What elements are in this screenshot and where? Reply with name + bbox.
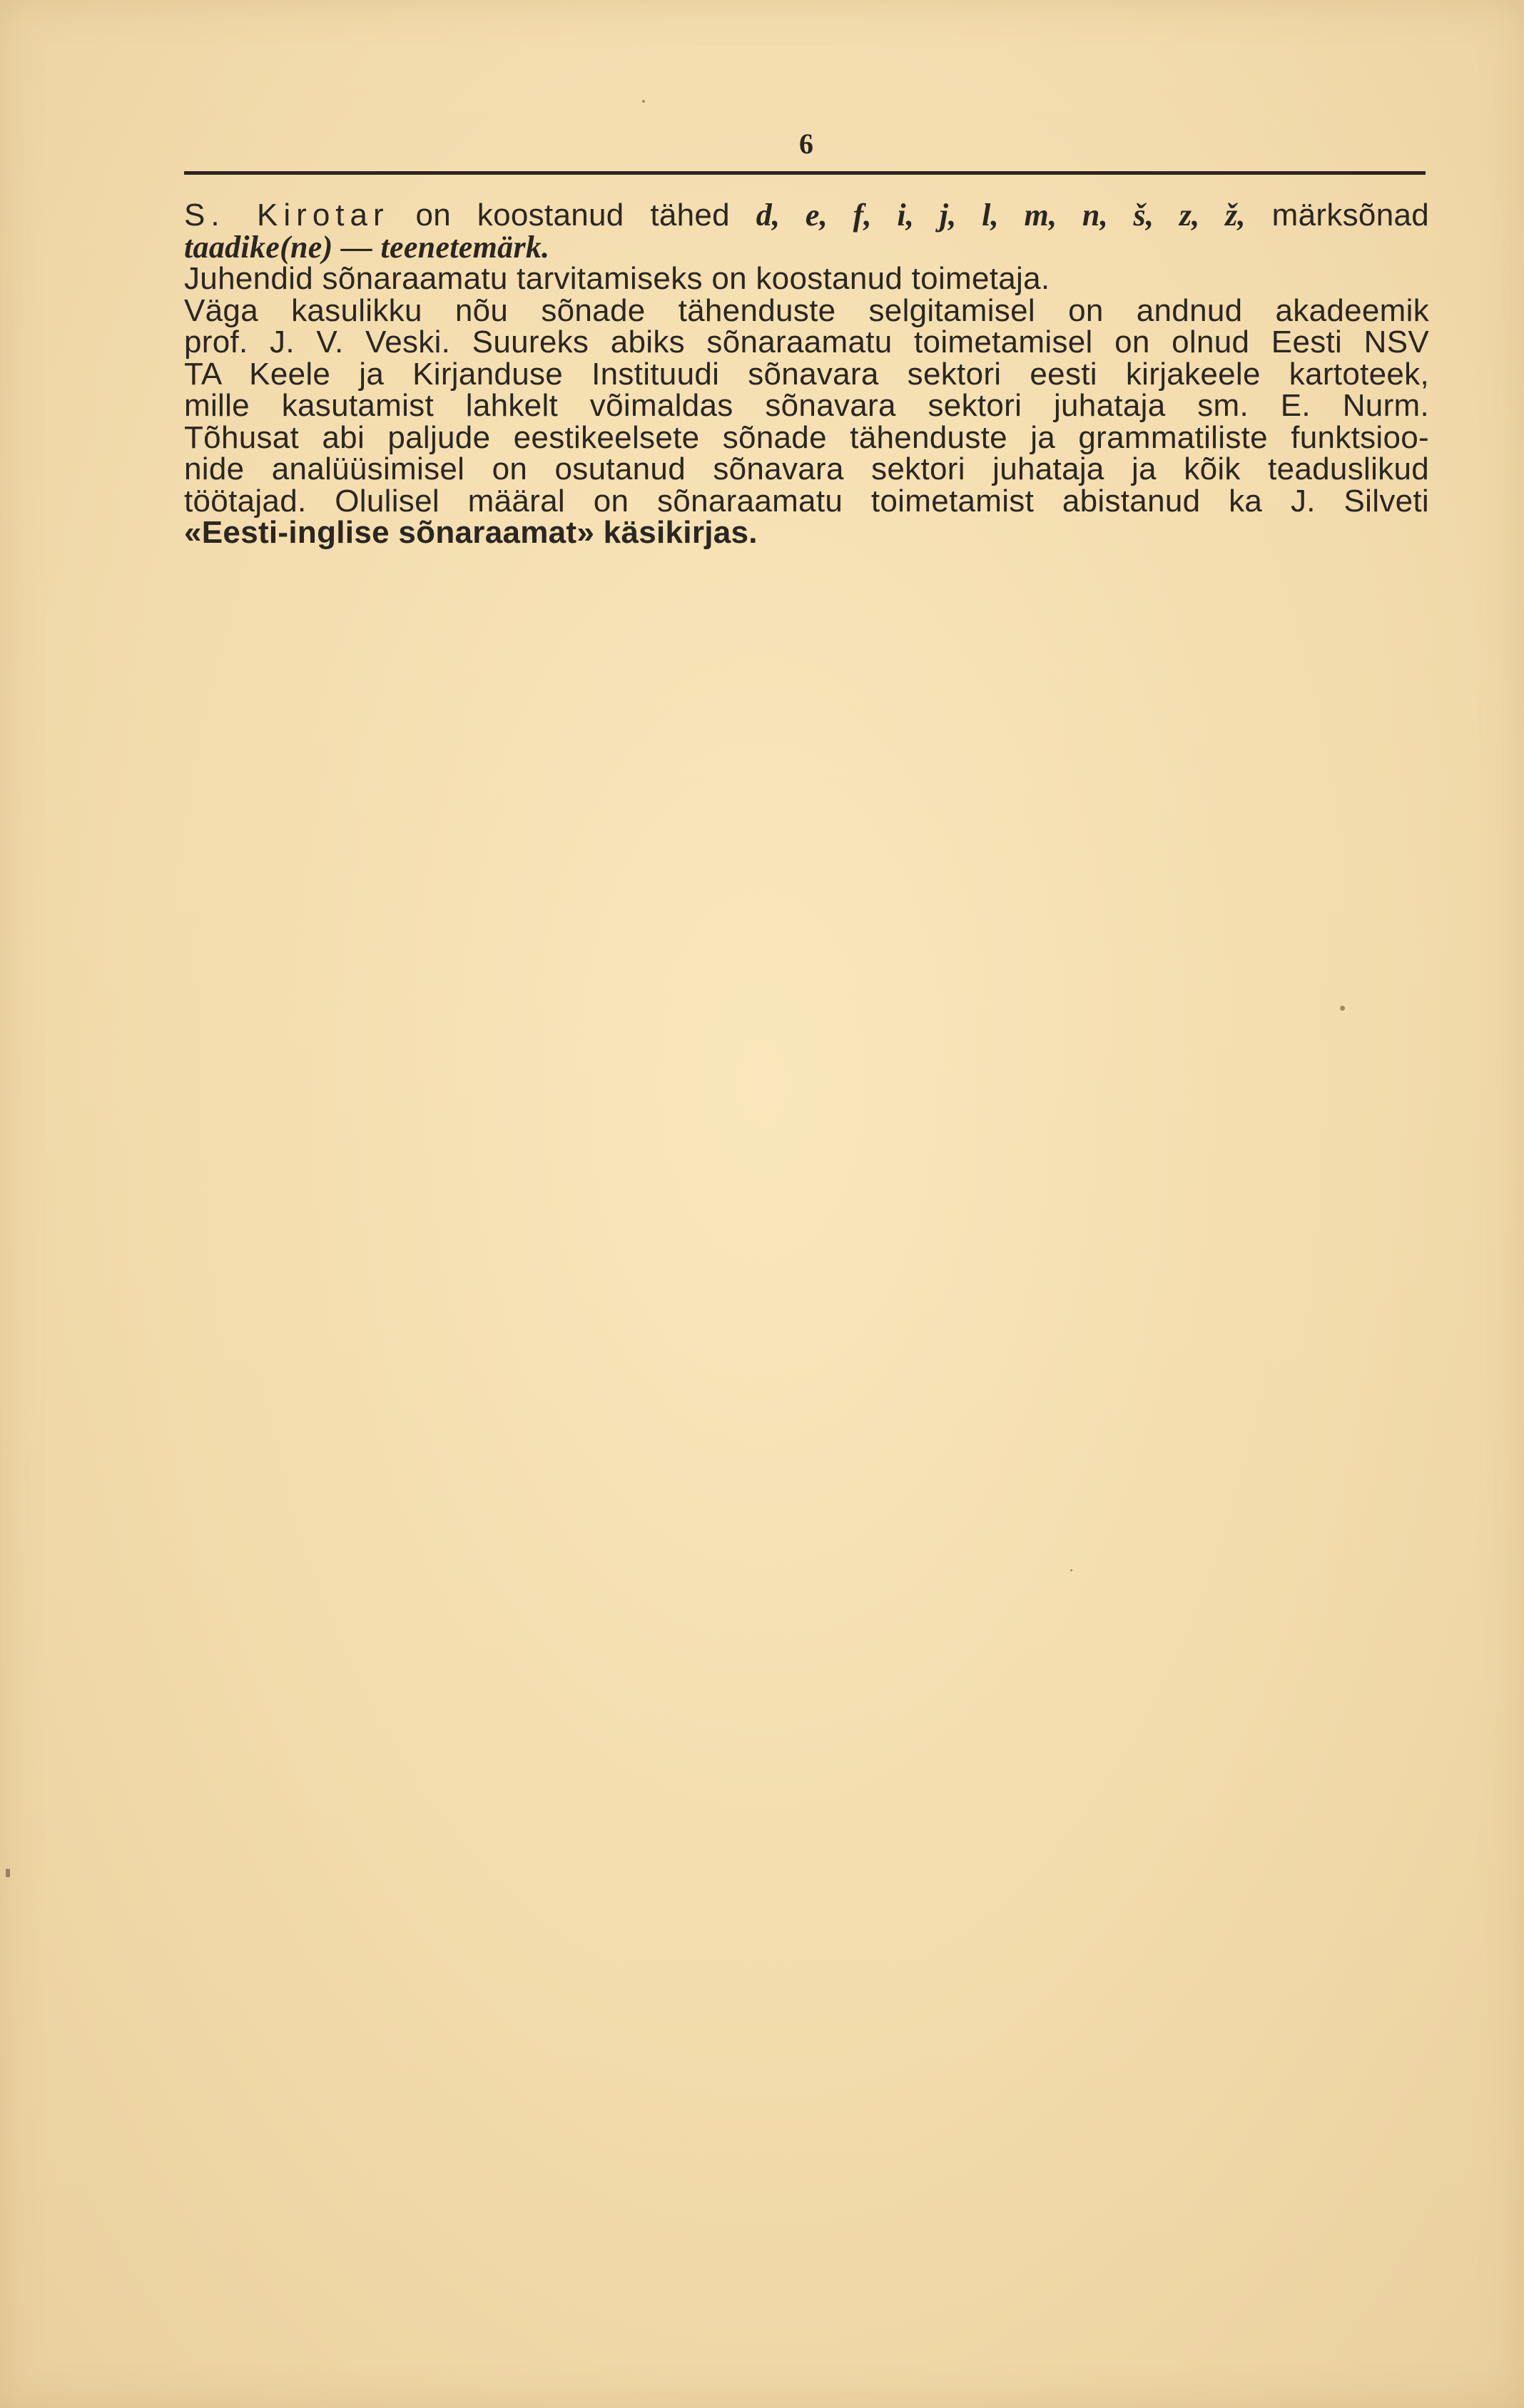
text-line-4: Väga kasulikku nõu sõnade tähenduste selgitamisel on andnud akadeemik xyxy=(184,292,1429,328)
body-paragraph xyxy=(184,200,1429,549)
paper-speck xyxy=(6,1869,10,1877)
line-1-end: märksõnad xyxy=(1271,198,1430,233)
text-line-10: töötajad. Olulisel määral on sõnaraamatu toimetamist abistanud ka J. Silveti xyxy=(184,483,1429,519)
header-rule xyxy=(184,171,1426,175)
line-1-mid: on koostanud tähed xyxy=(415,198,730,233)
text-line-8: Tõhusat abi paljude eestikeelsete sõnade tähenduste ja grammatiliste funktsioo- xyxy=(184,419,1429,455)
paper-speck xyxy=(1340,1006,1345,1011)
author-name: S. Kirotar xyxy=(184,198,390,233)
paper-speck xyxy=(1070,1569,1072,1571)
text-line-3: Juhendid sõnaraamatu tarvitamiseks on koostanud toimetaja. xyxy=(184,261,1050,296)
entry-range: taadike(ne) — teenetemärk. xyxy=(184,229,550,265)
text-line-1 xyxy=(184,200,1429,232)
text-line-9: nide analüüsimisel on osutanud sõnavara sektori juhataja ja kõik teaduslikud xyxy=(184,452,1429,486)
text-line-2 xyxy=(184,229,1429,265)
paper-speck xyxy=(642,100,645,103)
text-line-11: «Eesti-inglise sõnaraamat» käsikirjas. xyxy=(184,515,758,550)
text-line-5: prof. J. V. Veski. Suureks abiks sõnaraamatu toimetamisel on olnud Eesti NSV xyxy=(184,325,1429,359)
letter-list: d, e, f, i, j, l, m, n, š, z, ž, xyxy=(756,198,1246,233)
page-number: 6 xyxy=(799,128,813,160)
text-line-7: mille kasutamist lahkelt võimaldas sõnavara sektori juhataja sm. E. Nurm. xyxy=(184,388,1429,423)
text-line-6: TA Keele ja Kirjanduse Instituudi sõnavara sektori eesti kirjakeele kartoteek, xyxy=(184,356,1429,392)
